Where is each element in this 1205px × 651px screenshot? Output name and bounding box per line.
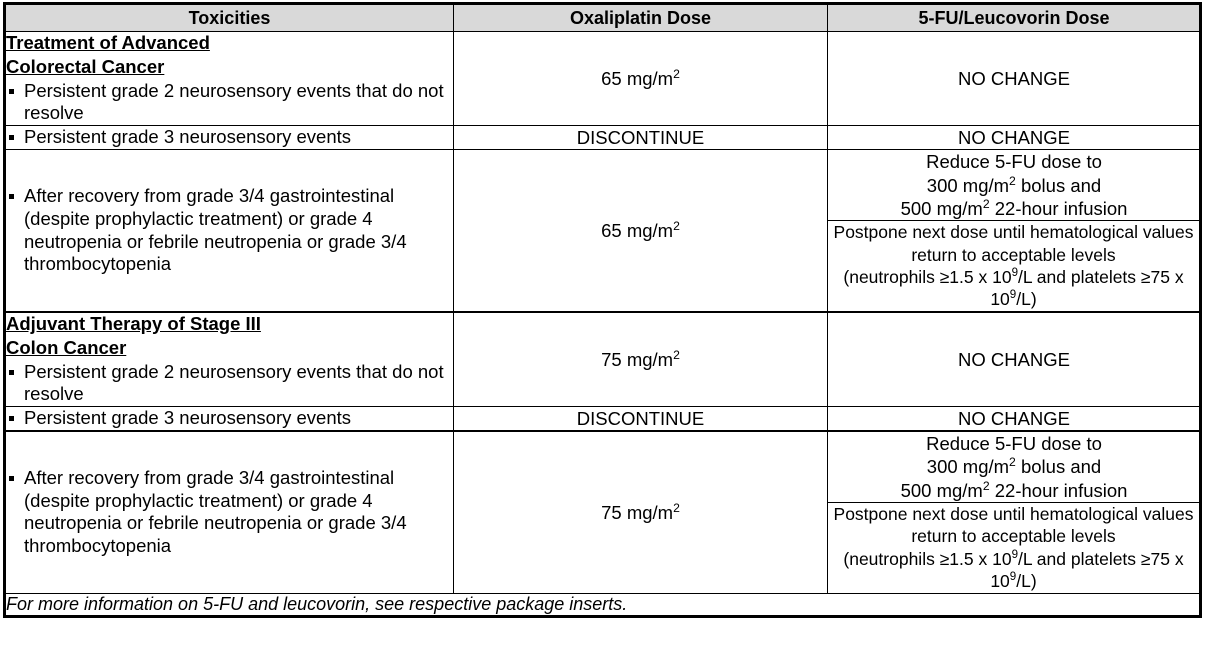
dose-modification-table bbox=[3, 2, 1202, 618]
platelet-exponent: 9 bbox=[1009, 571, 1017, 584]
list-item: After recovery from grade 3/4 gastrointestinal (despite prophylactic treatment) or grade 4 neutropenia or febrile neutropenia or grade 3/4 thrombocytopenia bbox=[6, 185, 453, 275]
oxaliplatin-unit-exponent: 2 bbox=[673, 66, 680, 81]
fu-reduce-dose-cell bbox=[828, 150, 1201, 221]
column-header-toxicities: Toxicities bbox=[5, 4, 454, 32]
fu-reduce-line-2 bbox=[828, 455, 1200, 478]
oxaliplatin-dose-cell bbox=[454, 150, 828, 312]
fu-bolus-unit: mg/m bbox=[962, 174, 1010, 196]
toxicity-cell bbox=[5, 431, 454, 593]
postpone-note-closing: /L) bbox=[1016, 571, 1037, 592]
list-item: Persistent grade 2 neurosensory events that do not resolve bbox=[6, 361, 453, 406]
fu-leucovorin-dose-cell bbox=[828, 312, 1201, 407]
toxicity-cell bbox=[5, 312, 454, 407]
fu-dose-value: NO CHANGE bbox=[957, 127, 1071, 148]
fu-infusion-tail: 22-hour infusion bbox=[989, 479, 1128, 501]
oxaliplatin-unit-label: mg/m bbox=[626, 348, 674, 370]
fu-leucovorin-dose-cell bbox=[828, 126, 1201, 150]
table-row bbox=[5, 32, 1201, 126]
toxicity-list bbox=[6, 80, 453, 125]
fu-infusion-tail: 22-hour infusion bbox=[989, 197, 1128, 219]
platelet-threshold: /L and platelets ≥75 x 10 bbox=[990, 266, 1184, 310]
oxaliplatin-dose-value: 65 bbox=[601, 67, 622, 89]
fu-dose-value: NO CHANGE bbox=[957, 348, 1071, 370]
fu-bolus-tail: bolus and bbox=[1015, 456, 1102, 478]
fu-reduce-line-1: Reduce 5-FU dose to bbox=[926, 151, 1102, 173]
section-heading-line-2: Colorectal Cancer bbox=[6, 55, 165, 77]
oxaliplatin-dose-value: 75 bbox=[601, 501, 622, 523]
table-footnote: For more information on 5-FU and leucovorin, see respective package inserts. bbox=[5, 593, 1201, 616]
postpone-note-line-1: Postpone next dose until hematological values return to acceptable levels bbox=[833, 503, 1194, 547]
section-heading-line-2: Colon Cancer bbox=[6, 336, 127, 358]
fu-reduce-line-1: Reduce 5-FU dose to bbox=[926, 433, 1102, 455]
toxicity-list bbox=[6, 185, 453, 275]
oxaliplatin-discontinue-value: DISCONTINUE bbox=[576, 127, 705, 148]
fu-infusion-unit: mg/m bbox=[936, 197, 983, 219]
fu-infusion-unit-exponent: 2 bbox=[982, 196, 990, 211]
section-heading-line-1: Treatment of Advanced bbox=[6, 32, 210, 53]
fu-infusion-value: 500 bbox=[900, 197, 932, 219]
fu-reduce-dose-cell bbox=[828, 431, 1201, 502]
oxaliplatin-dose-cell bbox=[454, 431, 828, 593]
oxaliplatin-unit-label: mg/m bbox=[626, 219, 674, 241]
oxaliplatin-dose-cell bbox=[454, 312, 828, 407]
toxicity-cell bbox=[5, 32, 454, 126]
list-item: Persistent grade 2 neurosensory events that do not resolve bbox=[6, 80, 453, 125]
list-item: After recovery from grade 3/4 gastrointestinal (despite prophylactic treatment) or grade 4 neutropenia or febrile neutropenia or grade 3/4 thrombocytopenia bbox=[6, 467, 453, 557]
postpone-note-line-1: Postpone next dose until hematological values return to acceptable levels bbox=[833, 222, 1194, 265]
table-header-row bbox=[5, 4, 1201, 32]
column-header-oxaliplatin-dose: Oxaliplatin Dose bbox=[454, 4, 828, 32]
postpone-note-cell bbox=[828, 221, 1201, 312]
oxaliplatin-discontinue-value: DISCONTINUE bbox=[576, 407, 705, 429]
fu-reduce-line-3 bbox=[828, 479, 1200, 502]
fu-bolus-value: 300 bbox=[926, 456, 958, 478]
postpone-note-closing: /L) bbox=[1016, 289, 1037, 310]
toxicity-list bbox=[6, 126, 453, 149]
oxaliplatin-unit-exponent: 2 bbox=[673, 218, 680, 233]
neutrophil-exponent: 9 bbox=[1011, 548, 1018, 561]
platelet-exponent: 9 bbox=[1009, 289, 1017, 302]
list-item: Persistent grade 3 neurosensory events bbox=[6, 407, 453, 430]
toxicity-cell bbox=[5, 406, 454, 431]
postpone-note-line-2 bbox=[828, 548, 1199, 593]
platelet-threshold: /L and platelets ≥75 x 10 bbox=[990, 548, 1184, 592]
table-header bbox=[5, 4, 1201, 32]
fu-infusion-unit: mg/m bbox=[936, 479, 983, 501]
fu-bolus-tail: bolus and bbox=[1015, 174, 1102, 196]
postpone-note-cell bbox=[828, 502, 1201, 593]
list-item: Persistent grade 3 neurosensory events bbox=[6, 126, 453, 149]
table-row bbox=[5, 431, 1201, 502]
toxicity-cell bbox=[5, 126, 454, 150]
oxaliplatin-dose-cell bbox=[454, 126, 828, 150]
fu-leucovorin-dose-cell bbox=[828, 32, 1201, 126]
postpone-note-line-2 bbox=[828, 266, 1199, 311]
fu-infusion-unit-exponent: 2 bbox=[982, 478, 990, 493]
section-heading-line-1: Adjuvant Therapy of Stage III bbox=[6, 312, 261, 334]
toxicity-list bbox=[6, 407, 453, 430]
oxaliplatin-unit-label: mg/m bbox=[626, 67, 674, 89]
fu-bolus-unit-exponent: 2 bbox=[1009, 455, 1016, 470]
oxaliplatin-dose-value: 75 bbox=[601, 348, 622, 370]
fu-reduce-line-3 bbox=[828, 197, 1200, 220]
oxaliplatin-unit-label: mg/m bbox=[626, 501, 674, 523]
oxaliplatin-unit-exponent: 2 bbox=[673, 347, 680, 362]
fu-infusion-value: 500 bbox=[900, 479, 932, 501]
oxaliplatin-dose-value: 65 bbox=[601, 219, 622, 241]
table-row bbox=[5, 150, 1201, 221]
toxicity-list bbox=[6, 467, 453, 557]
table-row bbox=[5, 126, 1201, 150]
fu-dose-value: NO CHANGE bbox=[957, 67, 1071, 89]
table-row bbox=[5, 312, 1201, 407]
table-footer-row bbox=[5, 593, 1201, 616]
oxaliplatin-dose-cell bbox=[454, 32, 828, 126]
fu-bolus-value: 300 bbox=[926, 174, 958, 196]
fu-bolus-unit: mg/m bbox=[962, 456, 1010, 478]
fu-dose-value: NO CHANGE bbox=[957, 407, 1071, 429]
table-row bbox=[5, 406, 1201, 431]
oxaliplatin-dose-cell bbox=[454, 406, 828, 431]
fu-leucovorin-dose-cell bbox=[828, 406, 1201, 431]
column-header-5fu-leucovorin-dose: 5-FU/Leucovorin Dose bbox=[828, 4, 1201, 32]
fu-bolus-unit-exponent: 2 bbox=[1009, 173, 1016, 188]
neutrophil-exponent: 9 bbox=[1011, 267, 1018, 280]
toxicity-list bbox=[6, 361, 453, 406]
fu-reduce-line-2 bbox=[828, 174, 1200, 197]
oxaliplatin-unit-exponent: 2 bbox=[673, 500, 680, 515]
toxicity-cell bbox=[5, 150, 454, 312]
neutrophil-threshold: (neutrophils ≥1.5 x 10 bbox=[843, 548, 1012, 569]
table-body bbox=[5, 32, 1201, 617]
neutrophil-threshold: (neutrophils ≥1.5 x 10 bbox=[843, 266, 1012, 287]
